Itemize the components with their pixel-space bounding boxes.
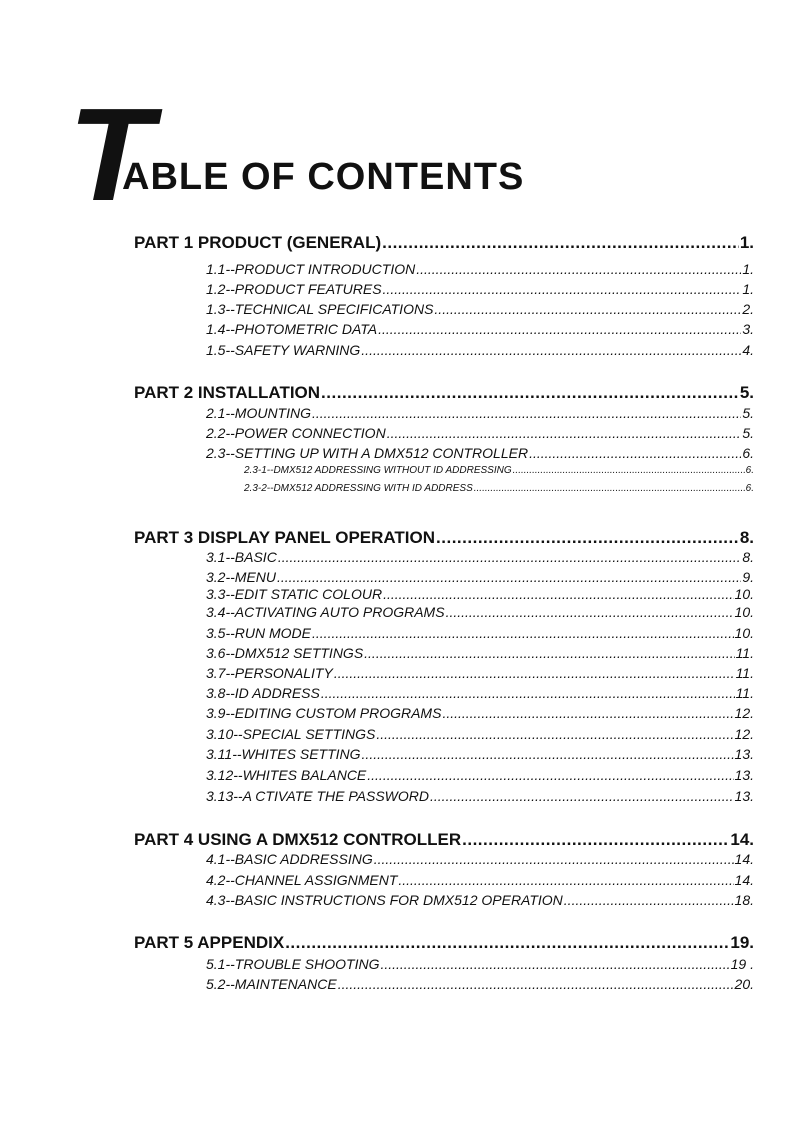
toc-page-number: 5.	[742, 425, 754, 441]
toc-section[interactable]	[206, 424, 754, 442]
toc-page-number: 10.	[734, 604, 754, 620]
toc-leader-dots	[321, 684, 735, 702]
toc-part-label: PART 4 USING A DMX512 CONTROLLER	[134, 830, 462, 849]
toc-page-number: 1.	[742, 281, 754, 297]
toc-section[interactable]	[206, 603, 754, 621]
toc-page-number: 12.	[734, 726, 754, 742]
toc-section-label: 1.1--PRODUCT INTRODUCTION	[206, 261, 416, 277]
toc-page-number: 13.	[734, 746, 754, 762]
toc-section-label: 5.1--TROUBLE SHOOTING	[206, 956, 380, 972]
toc-leader-dots	[442, 704, 733, 722]
toc-part-label: PART 5 APPENDIX	[134, 933, 285, 952]
toc-section-label: 3.3--EDIT STATIC COLOUR	[206, 586, 383, 602]
toc-part-1[interactable]	[134, 232, 754, 254]
toc-section[interactable]	[206, 341, 754, 359]
toc-leader-dots	[398, 871, 733, 889]
toc-section-label: 3.9--EDITING CUSTOM PROGRAMS	[206, 705, 442, 721]
toc-section[interactable]	[206, 975, 754, 993]
toc-leader-dots	[529, 444, 741, 462]
toc-leader-dots	[462, 829, 729, 851]
toc-part-label: PART 3 DISPLAY PANEL OPERATION	[134, 528, 436, 547]
toc-section[interactable]	[206, 871, 754, 889]
toc-leader-dots	[434, 300, 741, 318]
toc-page-number: 11.	[735, 645, 754, 661]
toc-page-number: 14.	[734, 872, 754, 888]
title-initial: T	[68, 81, 153, 228]
toc-subsection[interactable]	[244, 482, 754, 496]
toc-section-label: 5.2--MAINTENANCE	[206, 976, 337, 992]
toc-leader-dots	[446, 603, 734, 621]
toc-leader-dots	[362, 745, 734, 763]
toc-page-number: 14.	[734, 851, 754, 867]
toc-leader-dots	[364, 644, 734, 662]
toc-page-number: 10.	[734, 625, 754, 641]
toc-page-number: 18.	[734, 892, 754, 908]
toc-leader-dots	[430, 787, 734, 805]
toc-leader-dots	[513, 464, 745, 478]
toc-part-label: PART 1 PRODUCT (GENERAL)	[134, 233, 382, 252]
toc-leader-dots	[321, 382, 739, 404]
toc-section[interactable]	[206, 320, 754, 338]
toc-section-label: 1.4--PHOTOMETRIC DATA	[206, 321, 378, 337]
toc-page-number: 6.	[742, 445, 754, 461]
toc-section-label: 3.12--WHITES BALANCE	[206, 767, 367, 783]
toc-section[interactable]	[206, 644, 754, 662]
toc-leader-dots	[338, 975, 734, 993]
toc-page-number: 6.	[745, 465, 754, 476]
toc-leader-dots	[380, 955, 729, 973]
toc-page-number: 8.	[739, 528, 754, 547]
toc-leader-dots	[376, 725, 733, 743]
toc-section[interactable]	[206, 664, 754, 682]
toc-page-number: 13.	[734, 788, 754, 804]
toc-section[interactable]	[206, 891, 754, 909]
toc-leader-dots	[361, 341, 741, 359]
toc-leader-dots	[367, 766, 733, 784]
toc-section[interactable]	[206, 745, 754, 763]
toc-leader-dots	[277, 568, 741, 586]
toc-part-5[interactable]	[134, 932, 754, 954]
toc-section-label: 3.2--MENU	[206, 569, 277, 585]
toc-page-number: 5.	[739, 383, 754, 402]
toc-page-number: 14.	[730, 830, 754, 849]
toc-section-label: 1.2--PRODUCT FEATURES	[206, 281, 382, 297]
toc-section[interactable]	[206, 568, 754, 586]
toc-section-label: 3.11--WHITES SETTING	[206, 746, 361, 762]
toc-section[interactable]	[206, 684, 754, 702]
page-title	[68, 81, 568, 228]
toc-page-number: 13.	[734, 767, 754, 783]
toc-section[interactable]	[206, 260, 754, 278]
toc-section-label: 2.1--MOUNTING	[206, 405, 311, 421]
toc-section[interactable]	[206, 280, 754, 298]
toc-leader-dots	[312, 624, 734, 642]
toc-section-label: 1.5--SAFETY WARNING	[206, 342, 361, 358]
toc-section-label: 1.3--TECHNICAL SPECIFICATIONS	[206, 301, 434, 317]
toc-section[interactable]	[206, 585, 754, 603]
toc-part-2[interactable]	[134, 382, 754, 404]
toc-section[interactable]	[206, 704, 754, 722]
toc-section[interactable]	[206, 725, 754, 743]
toc-section-label: 3.10--SPECIAL SETTINGS	[206, 726, 376, 742]
toc-part-label: PART 2 INSTALLATION	[134, 383, 321, 402]
toc-page-number: 1.	[742, 261, 754, 277]
toc-subsection[interactable]	[244, 464, 754, 478]
toc-section-label: 3.1--BASIC	[206, 549, 277, 565]
toc-section-label: 2.3-1--DMX512 ADDRESSING WITHOUT ID ADDRESSING	[244, 465, 512, 476]
toc-page-number: 10.	[734, 586, 754, 602]
toc-leader-dots	[383, 585, 733, 603]
toc-section-label: 3.7--PERSONALITY	[206, 665, 333, 681]
toc-leader-dots	[387, 424, 742, 442]
toc-part-4[interactable]	[134, 829, 754, 851]
toc-section-label: 4.1--BASIC ADDRESSING	[206, 851, 373, 867]
toc-section-label: 3.13--A CTIVATE THE PASSWORD	[206, 788, 430, 804]
toc-page-number: 6.	[745, 483, 754, 494]
toc-section[interactable]	[206, 787, 754, 805]
title-text: ABLE OF CONTENTS	[122, 156, 525, 198]
toc-leader-dots	[436, 527, 739, 549]
toc-leader-dots	[278, 548, 742, 566]
toc-page-number: 19 .	[730, 956, 754, 972]
toc-leader-dots	[334, 664, 735, 682]
toc-page-number: 5.	[742, 405, 754, 421]
toc-section[interactable]	[206, 548, 754, 566]
toc-page-number: 11.	[735, 665, 754, 681]
toc-page-number: 2.	[742, 301, 754, 317]
toc-page-number: 11.	[735, 685, 754, 701]
toc-page-number: 20.	[734, 976, 754, 992]
toc-section-label: 2.3-2--DMX512 ADDRESSING WITH ID ADDRESS	[244, 483, 473, 494]
toc-leader-dots	[374, 850, 734, 868]
toc-section[interactable]	[206, 850, 754, 868]
toc-section-label: 3.5--RUN MODE	[206, 625, 312, 641]
toc-leader-dots	[474, 482, 745, 496]
toc-leader-dots	[416, 260, 741, 278]
toc-page-number: 8.	[742, 549, 754, 565]
toc-leader-dots	[285, 932, 729, 954]
toc-page-number: 19.	[730, 933, 754, 952]
toc-section[interactable]	[206, 955, 754, 973]
toc-leader-dots	[564, 891, 734, 909]
toc-section[interactable]	[206, 404, 754, 422]
toc-section-label: 3.6--DMX512 SETTINGS	[206, 645, 364, 661]
toc-leader-dots	[378, 320, 741, 338]
toc-page-number: 12.	[734, 705, 754, 721]
toc-leader-dots	[382, 232, 739, 254]
toc-section-label: 2.3--SETTING UP WITH A DMX512 CONTROLLER	[206, 445, 529, 461]
toc-page-number: 4.	[742, 342, 754, 358]
toc-section-label: 4.3--BASIC INSTRUCTIONS FOR DMX512 OPERATION	[206, 892, 563, 908]
toc-section[interactable]	[206, 624, 754, 642]
toc-section[interactable]	[206, 300, 754, 318]
toc-section-label: 3.8--ID ADDRESS	[206, 685, 320, 701]
toc-section-label: 2.2--POWER CONNECTION	[206, 425, 386, 441]
toc-section-label: 3.4--ACTIVATING AUTO PROGRAMS	[206, 604, 445, 620]
toc-page-number: 3.	[742, 321, 754, 337]
toc-leader-dots	[312, 404, 741, 422]
toc-section[interactable]	[206, 444, 754, 462]
toc-section[interactable]	[206, 766, 754, 784]
toc-page-number: 9.	[742, 569, 754, 585]
toc-leader-dots	[383, 280, 742, 298]
toc-section-label: 4.2--CHANNEL ASSIGNMENT	[206, 872, 398, 888]
toc-part-3[interactable]	[134, 527, 754, 549]
toc-page-number: 1.	[739, 233, 754, 252]
